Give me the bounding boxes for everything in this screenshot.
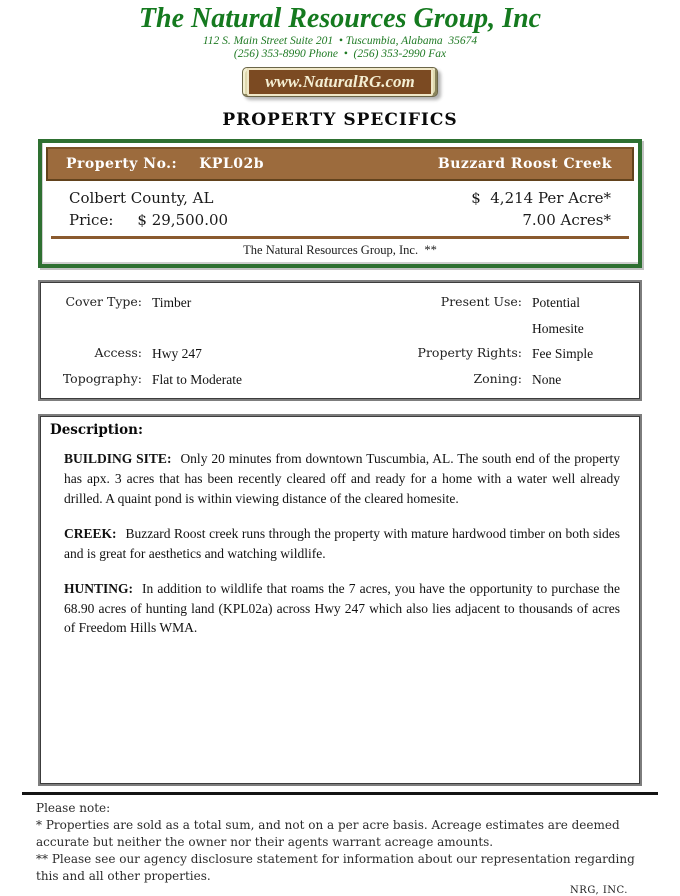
property-number-value: KPL02b <box>199 155 265 172</box>
property-number-label: Property No.: <box>66 155 178 172</box>
property-summary-box <box>38 139 642 268</box>
note-single-asterisk: * Properties are sold as a total sum, and not on a per acre basis. Acreage estimates are deemed accurate but neither the owner nor their agents warrant acreage amounts. <box>36 818 620 850</box>
company-name: The Natural Resources Group, Inc <box>138 3 542 34</box>
table-row <box>50 367 630 393</box>
zoning-label: Zoning: <box>473 370 522 386</box>
creek-paragraph <box>64 524 620 563</box>
website-url[interactable]: www.NaturalRG.com <box>247 68 433 96</box>
property-rights-label: Property Rights: <box>417 345 522 361</box>
price-label: Price: <box>69 211 114 230</box>
building-site-text: Only 20 minutes from downtown Tuscumbia, AL. The south end of the property has apx. 3 acres that has been recently cleared off and ready for a home with a water well already drilled. A quaint pond is within viewing distance of the cleared homesite. <box>64 451 620 506</box>
acreage-value: 7.00 Acres* <box>522 211 611 230</box>
price-row <box>69 209 611 232</box>
price-group <box>69 209 228 232</box>
website-button-wrap <box>0 67 680 97</box>
access-label: Access: <box>94 345 142 361</box>
footer-divider-rule <box>22 792 658 795</box>
property-header-bar <box>46 147 634 181</box>
description-box <box>38 414 642 786</box>
present-use-label: Present Use: <box>440 293 522 309</box>
table-row <box>50 341 630 367</box>
property-rights-value: Fee Simple <box>532 346 594 362</box>
company-footnote-line: The Natural Resources Group, Inc. ** <box>243 242 437 257</box>
cover-type-value: Timber <box>152 294 192 310</box>
footer-notes <box>36 800 640 884</box>
note-double-asterisk: ** Please see our agency disclosure statement for information about our representation regarding this and all other properties. <box>36 851 635 883</box>
letterhead <box>0 4 680 97</box>
price-value: $ 29,500.00 <box>137 211 229 230</box>
property-number-group <box>66 156 264 172</box>
property-summary-rows <box>45 182 635 232</box>
property-name: Buzzard Roost Creek <box>437 155 612 172</box>
building-site-label: BUILDING SITE: <box>64 451 172 467</box>
zoning-value: None <box>532 371 562 387</box>
description-heading: Description: <box>50 422 143 439</box>
price-per-acre: $ 4,214 Per Acre* <box>471 188 611 207</box>
property-details-table <box>38 280 642 402</box>
hunting-paragraph <box>64 579 620 638</box>
building-site-paragraph <box>64 449 620 508</box>
page-title: PROPERTY SPECIFICS <box>222 109 458 130</box>
company-signature: NRG, INC. <box>570 885 628 896</box>
topography-label: Topography: <box>62 370 142 386</box>
cover-type-label: Cover Type: <box>65 293 142 309</box>
hunting-label: HUNTING: <box>64 581 134 597</box>
website-button[interactable] <box>242 67 438 97</box>
please-note-heading: Please note: <box>36 801 111 816</box>
address-line: 112 S. Main Street Suite 201 • Tuscumbia, Alabama 35674 <box>202 34 478 47</box>
hunting-text: In addition to wildlife that roams the 7 acres, you have the opportunity to purchase the 68.90 acres of hunting land (KPL02a) across Hwy 247 which also lies adjacent to thousands of acres of Freedom Hills WMA. <box>64 581 620 636</box>
access-value: Hwy 247 <box>152 346 202 362</box>
creek-text: Buzzard Roost creek runs through the property with mature hardwood timber on both sides and is great for aesthetics and watching wildlife. <box>64 526 620 561</box>
table-row <box>50 290 630 341</box>
property-location: Colbert County, AL <box>69 188 214 207</box>
topography-value: Flat to Moderate <box>152 371 242 387</box>
present-use-value: Potential Homesite <box>532 294 584 336</box>
phone-fax-line: (256) 353-8990 Phone • (256) 353-2990 Fax <box>233 48 447 61</box>
creek-label: CREEK: <box>64 526 117 542</box>
location-row <box>69 187 611 210</box>
